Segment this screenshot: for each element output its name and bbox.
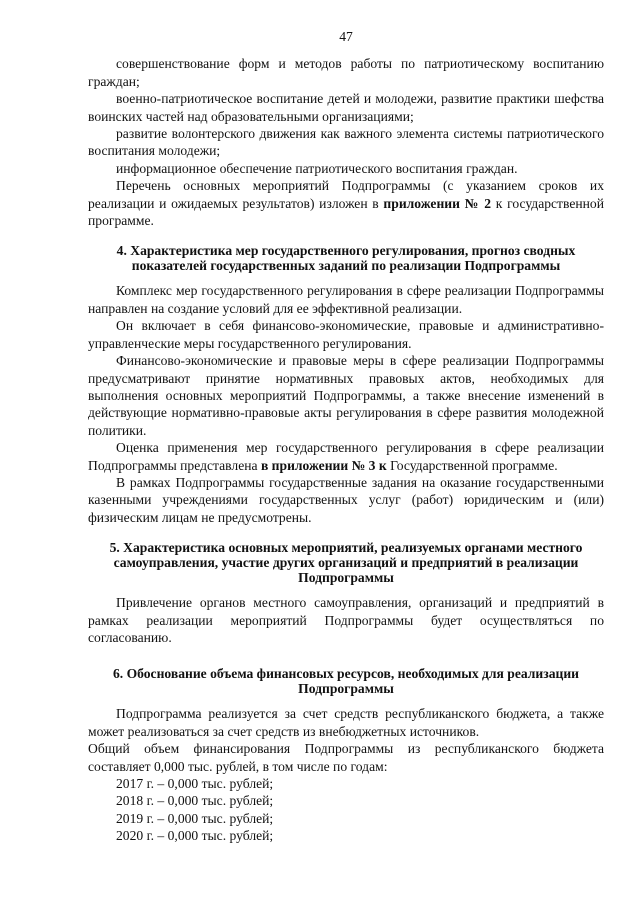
section-4-paragraph: Финансово-экономические и правовые меры в сфере реализации Подпрограммы предусматривают принятие нормативных правовых актов, необходимых для выполнения основных мероприятий Подпрограммы, а также внесение изменений в действующие нормативно-правовые акты регулирования в сфере развития молодежной политики. [88,353,604,438]
text-fragment: Оценка применения мер государственного регулирования в сфере реализации Подпрограммы представлена [88,440,604,473]
intro-list-item: военно-патриотическое воспитание детей и молодежи, развитие практики шефства воинских частей над образовательными организациями; [88,91,604,124]
section-4-paragraph: Комплекс мер государственного регулирования в сфере реализации Подпрограммы направлен на создание условий для ее эффективной реализации. [88,283,604,316]
funding-year-line: 2020 г. – 0,000 тыс. рублей; [116,828,274,844]
appendix-reference: в приложении № 3 к [260,457,387,473]
text-fragment: к государственной программе. [88,195,604,229]
section-4-paragraph: Он включает в себя финансово-экономические, правовые и административно-управленческие меры государственного регулирования. [88,318,604,351]
text-fragment: Государственной программе. [386,457,558,473]
section-6-paragraph: Подпрограмма реализуется за счет средств республиканского бюджета, а также может реализоваться за счет средств из внебюджетных источников. [88,706,604,739]
section-4-heading: 4. Характеристика мер государственного регулирования, прогноз сводных показателей государственных заданий по реализации Подпрограммы [116,243,576,274]
page-number: 47 [339,29,353,44]
funding-year-line: 2018 г. – 0,000 тыс. рублей; [116,793,274,809]
section-4-paragraph: В рамках Подпрограммы государственные задания на оказание государственными казенными учреждениями государственных услуг (работ) юридическим и (или) физическим лицам не предусмотрены. [88,474,604,525]
intro-list-item: совершенствование форм и методов работы по патриотическому воспитанию граждан; [88,56,604,89]
section-6-heading: 6. Обоснование объема финансовых ресурсов, необходимых для реализации Подпрограммы [112,666,580,697]
text-fragment: Перечень основных мероприятий Подпрограммы (с указанием сроков их реализации и ожидаемых результатов) изложен в [88,178,604,211]
intro-list-item: информационное обеспечение патриотического воспитания граждан. [116,160,518,176]
section-6-paragraph: Общий объем финансирования Подпрограммы из республиканского бюджета составляет 0,000 тыс. рублей, в том числе по годам: [88,741,604,774]
appendix-reference: приложении № 2 [383,195,492,211]
intro-measures-paragraph [88,177,604,229]
intro-list-item: развитие волонтерского движения как важного элемента системы патриотического воспитания молодежи; [88,126,604,159]
funding-year-line: 2019 г. – 0,000 тыс. рублей; [116,810,274,826]
section-4-paragraph [88,439,604,474]
funding-year-line: 2017 г. – 0,000 тыс. рублей; [116,776,274,791]
section-5-paragraph: Привлечение органов местного самоуправления, организаций и предприятий в рамках реализации мероприятий Подпрограммы будет осуществляться по согласованию. [88,595,604,645]
section-5-heading: 5. Характеристика основных мероприятий, реализуемых органами местного самоуправления, участие других организаций и предприятий в реализации Подпрограммы [109,540,583,586]
